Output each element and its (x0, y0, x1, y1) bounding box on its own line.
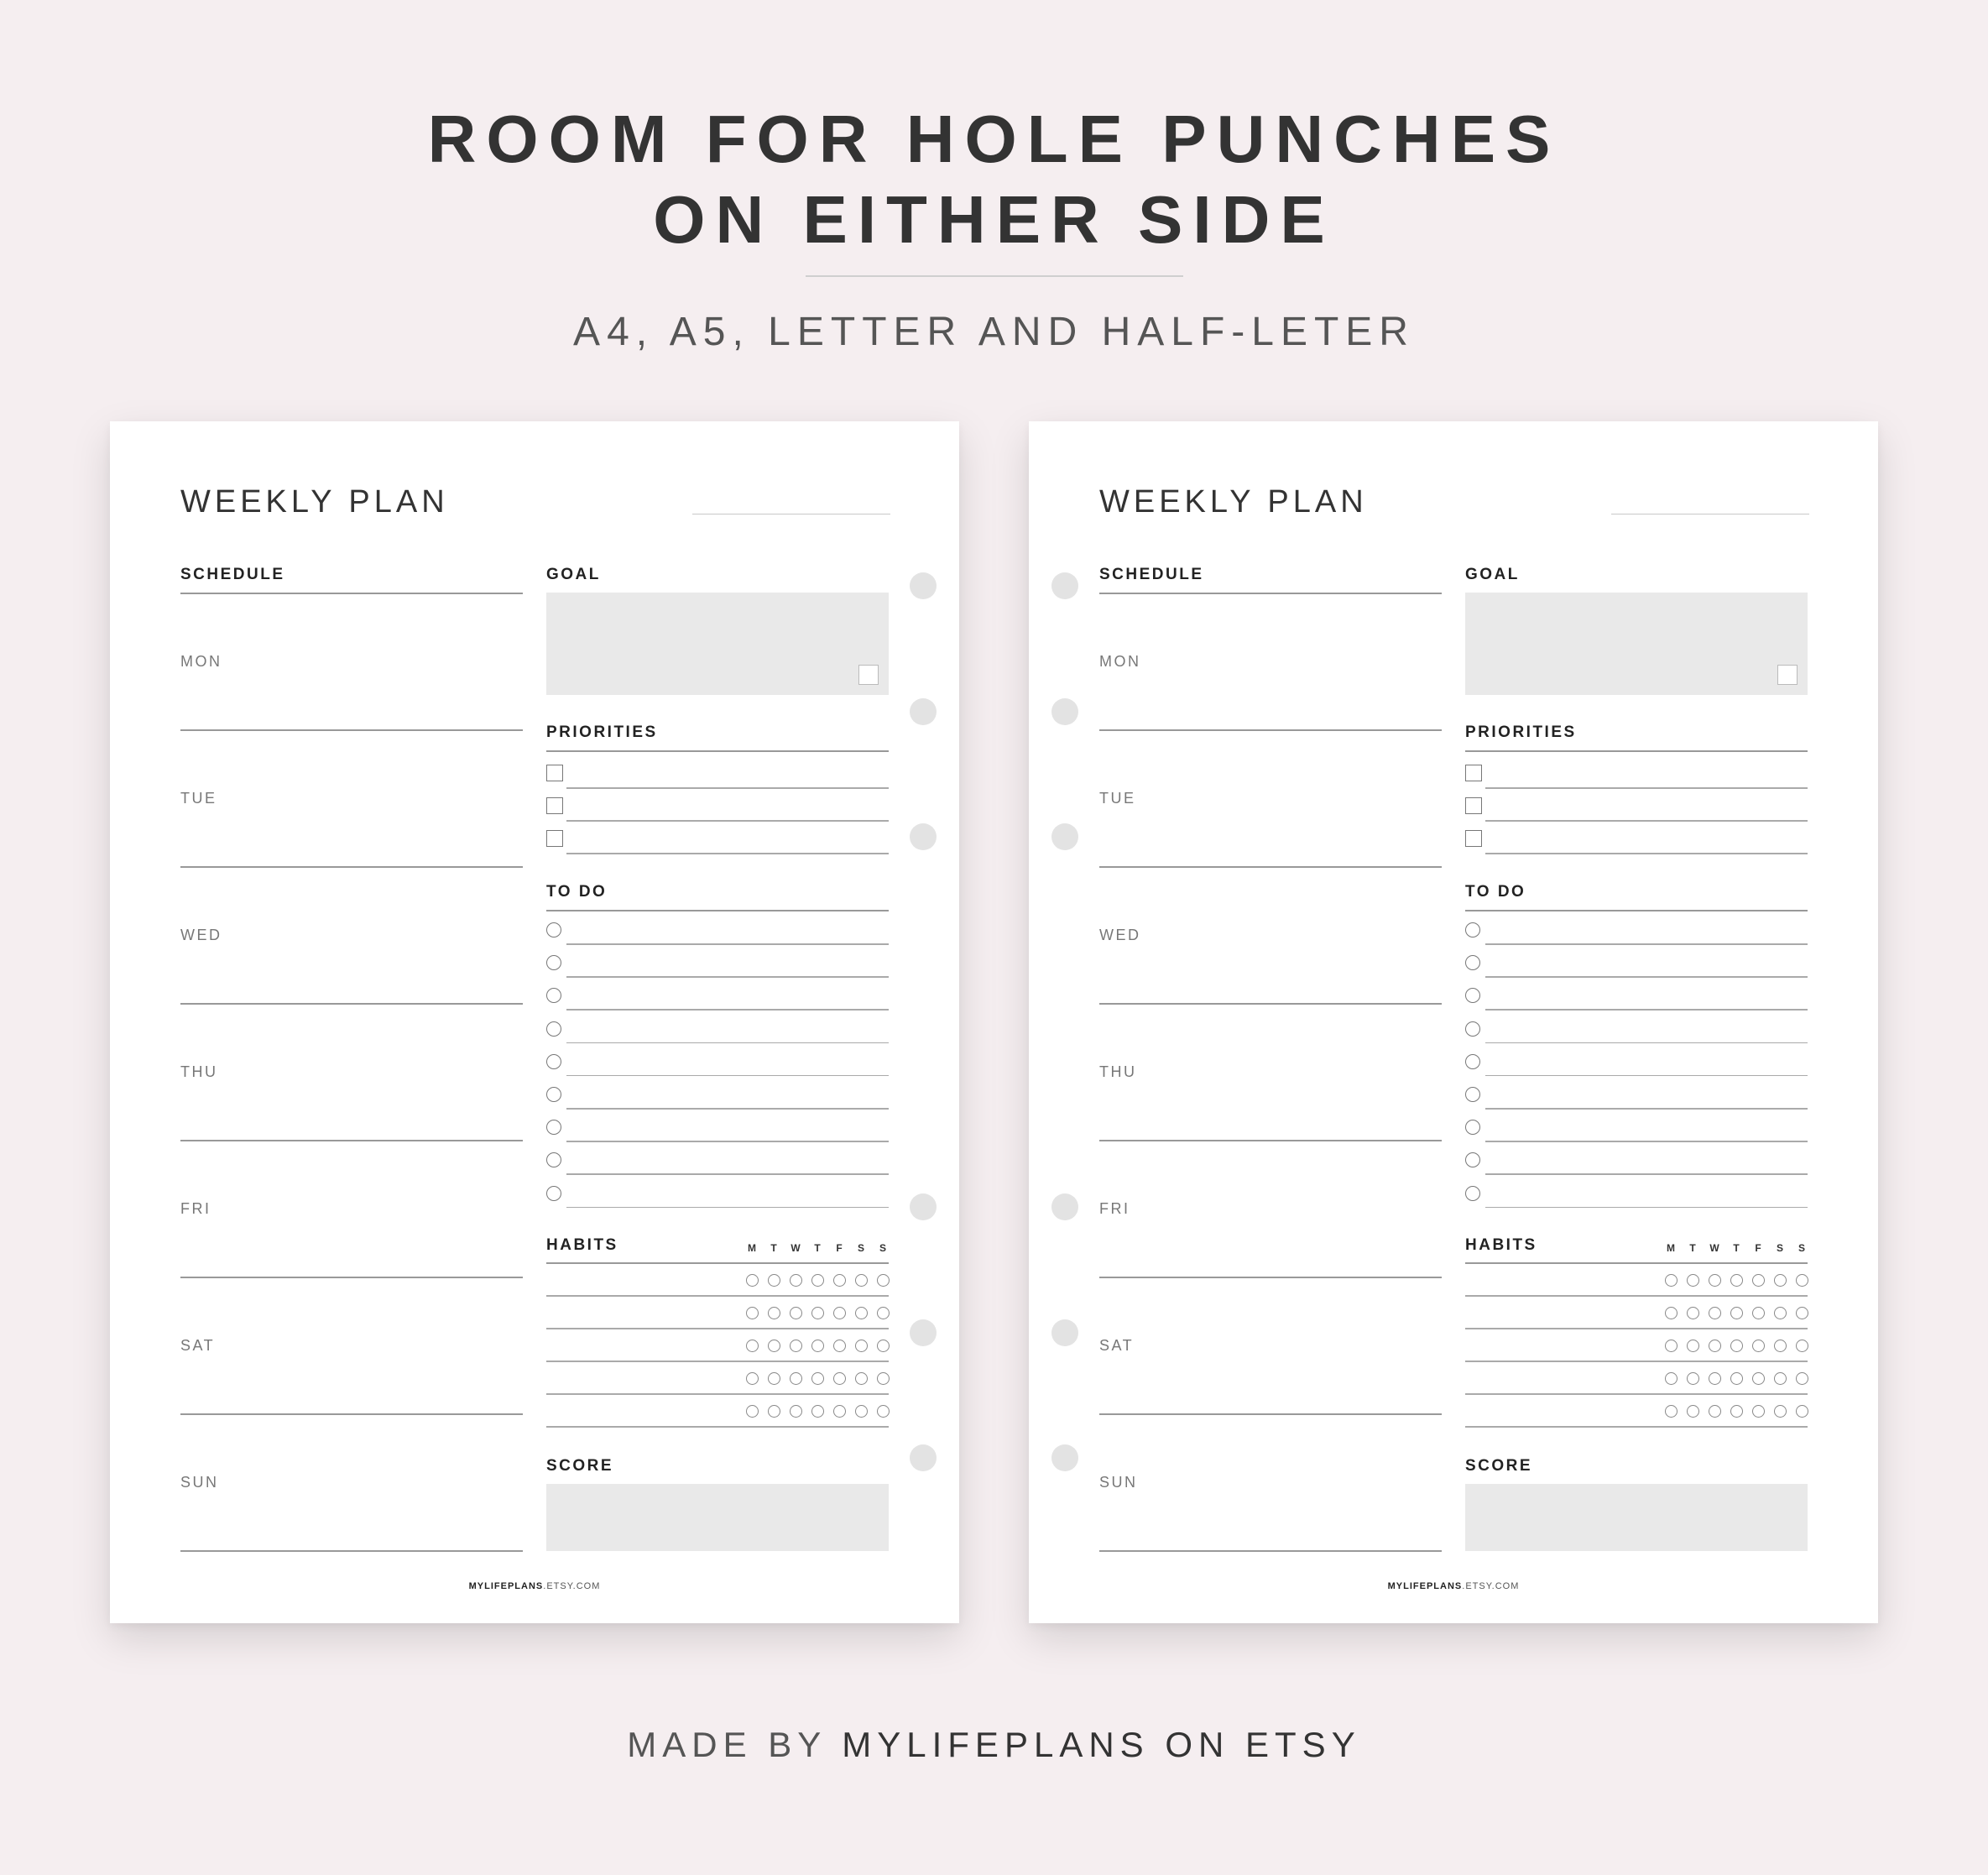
habit-circle (790, 1340, 802, 1352)
priority-checkbox (546, 797, 563, 814)
todo-circle (1465, 988, 1480, 1003)
habit-circle (877, 1372, 890, 1385)
habit-line (546, 1295, 889, 1297)
habit-circle (1665, 1372, 1678, 1385)
todo-line (1485, 943, 1808, 945)
priorities-rule (546, 750, 889, 752)
habit-circle (1730, 1340, 1743, 1352)
habits-rule (546, 1262, 889, 1264)
site-credit-bold: MYLIFEPLANS (468, 1581, 544, 1591)
habit-circle (855, 1372, 868, 1385)
habit-circle (1730, 1372, 1743, 1385)
habit-circle (1709, 1405, 1721, 1418)
headline (0, 99, 1988, 260)
priority-line (1485, 853, 1808, 854)
todo-circle (1465, 1087, 1480, 1102)
habit-circle (1774, 1307, 1787, 1319)
day-line-sun (1099, 1550, 1442, 1552)
day-line-tue (1099, 866, 1442, 868)
planner-page-left (110, 421, 959, 1623)
habit-circle (855, 1307, 868, 1319)
todo-circle (546, 922, 561, 938)
habit-day-5: S (1776, 1242, 1783, 1254)
todo-line (1485, 1042, 1808, 1044)
habit-circle (1687, 1372, 1699, 1385)
todo-line (1485, 1009, 1808, 1011)
todo-circle (1465, 922, 1480, 938)
footer-prefix: MADE BY (627, 1725, 827, 1764)
habit-day-4: F (1755, 1242, 1761, 1254)
priority-checkbox (546, 765, 563, 781)
day-line-thu (1099, 1140, 1442, 1141)
day-line-fri (1099, 1277, 1442, 1278)
schedule-rule (180, 593, 523, 594)
habit-circle (1774, 1274, 1787, 1287)
hole-punch-marker (1051, 1444, 1078, 1471)
habit-circle (790, 1405, 802, 1418)
habit-circle (855, 1405, 868, 1418)
habit-circle (1796, 1274, 1808, 1287)
day-label-thu: THU (180, 1063, 218, 1080)
todo-circle (1465, 1021, 1480, 1037)
day-line-sun (180, 1550, 523, 1552)
todo-circle (546, 1120, 561, 1135)
habit-circle (833, 1307, 846, 1319)
habit-line (546, 1393, 889, 1395)
habit-circle (811, 1307, 824, 1319)
hole-punch-marker (910, 1444, 937, 1471)
priority-line (1485, 787, 1808, 789)
todo-rule (546, 910, 889, 911)
page-title: WEEKLY PLAN (180, 484, 449, 520)
day-label-sun: SUN (1099, 1474, 1138, 1491)
habit-circle (1687, 1274, 1699, 1287)
habit-circle (877, 1405, 890, 1418)
todo-line (566, 1108, 889, 1110)
habit-line (1465, 1361, 1808, 1362)
todo-line (566, 1141, 889, 1142)
habit-day-0: M (748, 1242, 756, 1254)
score-box (546, 1484, 889, 1551)
page-title: WEEKLY PLAN (1099, 484, 1368, 520)
day-label-fri: FRI (1099, 1200, 1130, 1217)
habit-circle (1752, 1372, 1765, 1385)
habit-line (1465, 1295, 1808, 1297)
hole-punch-marker (1051, 1193, 1078, 1220)
todo-circle (1465, 955, 1480, 970)
habit-circle (790, 1307, 802, 1319)
subheadline: A4, A5, LETTER AND HALF-LETER (573, 310, 1415, 354)
hole-punch-marker (910, 823, 937, 850)
habit-circle (746, 1274, 759, 1287)
priorities-heading: PRIORITIES (546, 723, 658, 741)
habit-circle (1709, 1307, 1721, 1319)
habit-circle (1796, 1405, 1808, 1418)
site-credit-bold: MYLIFEPLANS (1387, 1581, 1463, 1591)
todo-circle (546, 955, 561, 970)
hole-punch-marker (910, 698, 937, 725)
habit-circle (1796, 1372, 1808, 1385)
headline-line-2: ON EITHER SIDE (653, 182, 1335, 257)
priority-checkbox (1465, 765, 1482, 781)
habit-day-1: T (1689, 1242, 1696, 1254)
habit-circle (833, 1405, 846, 1418)
todo-line (1485, 1207, 1808, 1209)
goal-heading: GOAL (1465, 566, 1520, 583)
todo-line (1485, 1075, 1808, 1077)
todo-line (1485, 976, 1808, 978)
site-credit-rest: .ETSY.COM (543, 1581, 601, 1591)
priorities-rule (1465, 750, 1808, 752)
todo-line (566, 1207, 889, 1209)
todo-line (1485, 1141, 1808, 1142)
habit-day-6: S (1798, 1242, 1805, 1254)
todo-line (1485, 1108, 1808, 1110)
habit-circle (1709, 1274, 1721, 1287)
habits-heading: HABITS (1465, 1236, 1537, 1254)
todo-circle (546, 1021, 561, 1037)
habits-rule (1465, 1262, 1808, 1264)
habit-line (546, 1328, 889, 1329)
priority-line (1485, 820, 1808, 822)
habit-day-3: T (1733, 1242, 1740, 1254)
habits-heading: HABITS (546, 1236, 618, 1254)
habit-day-2: W (791, 1242, 801, 1254)
day-label-sat: SAT (180, 1337, 216, 1354)
todo-rule (1465, 910, 1808, 911)
day-line-wed (180, 1003, 523, 1005)
habit-circle (833, 1340, 846, 1352)
habit-circle (1687, 1405, 1699, 1418)
hole-punch-marker (910, 1319, 937, 1346)
score-heading: SCORE (546, 1457, 614, 1475)
hole-punch-marker (910, 1193, 937, 1220)
day-label-fri: FRI (180, 1200, 211, 1217)
goal-checkbox (1777, 665, 1798, 685)
habit-circle (746, 1372, 759, 1385)
habit-circle (811, 1274, 824, 1287)
habit-circle (768, 1372, 780, 1385)
day-line-wed (1099, 1003, 1442, 1005)
habit-day-3: T (814, 1242, 821, 1254)
day-line-tue (180, 866, 523, 868)
goal-box (546, 593, 889, 695)
todo-circle (1465, 1186, 1480, 1201)
hole-punch-marker (1051, 823, 1078, 850)
priorities-heading: PRIORITIES (1465, 723, 1577, 741)
day-line-sat (180, 1413, 523, 1415)
todo-line (566, 943, 889, 945)
day-line-thu (180, 1140, 523, 1141)
habit-circle (855, 1340, 868, 1352)
goal-box (1465, 593, 1808, 695)
day-line-fri (180, 1277, 523, 1278)
day-label-tue: TUE (180, 790, 217, 807)
todo-circle (546, 1186, 561, 1201)
todo-heading: TO DO (546, 883, 608, 901)
habit-circle (1774, 1340, 1787, 1352)
headline-divider (806, 275, 1183, 277)
habit-circle (1796, 1307, 1808, 1319)
planner-page-right (1029, 421, 1878, 1623)
day-label-thu: THU (1099, 1063, 1137, 1080)
habit-line (546, 1426, 889, 1428)
headline-line-1: ROOM FOR HOLE PUNCHES (427, 102, 1561, 176)
habit-day-1: T (770, 1242, 777, 1254)
day-label-sat: SAT (1099, 1337, 1135, 1354)
habit-circle (1752, 1307, 1765, 1319)
day-line-sat (1099, 1413, 1442, 1415)
todo-circle (546, 1152, 561, 1167)
schedule-heading: SCHEDULE (180, 566, 285, 583)
habit-day-4: F (836, 1242, 843, 1254)
habit-circle (811, 1372, 824, 1385)
habit-circle (1774, 1405, 1787, 1418)
habit-circle (1665, 1307, 1678, 1319)
habit-circle (1752, 1274, 1765, 1287)
score-box (1465, 1484, 1808, 1551)
day-label-mon: MON (1099, 653, 1141, 670)
todo-line (566, 976, 889, 978)
habit-circle (811, 1340, 824, 1352)
habit-circle (1665, 1405, 1678, 1418)
habit-circle (1774, 1372, 1787, 1385)
todo-circle (546, 1087, 561, 1102)
priority-line (566, 853, 889, 854)
habit-circle (1665, 1340, 1678, 1352)
day-line-mon (1099, 729, 1442, 731)
goal-checkbox (858, 665, 879, 685)
todo-line (566, 1075, 889, 1077)
todo-line (566, 1173, 889, 1175)
day-label-tue: TUE (1099, 790, 1136, 807)
habit-circle (811, 1405, 824, 1418)
habit-day-6: S (879, 1242, 886, 1254)
habit-circle (1752, 1405, 1765, 1418)
habit-line (1465, 1393, 1808, 1395)
hole-punch-marker (1051, 1319, 1078, 1346)
todo-line (566, 1009, 889, 1011)
habit-circle (833, 1372, 846, 1385)
hole-punch-marker (910, 572, 937, 599)
schedule-heading: SCHEDULE (1099, 566, 1204, 583)
goal-heading: GOAL (546, 566, 601, 583)
habit-circle (1730, 1274, 1743, 1287)
site-credit-rest: .ETSY.COM (1462, 1581, 1520, 1591)
footer-brand: MYLIFEPLANS ON ETSY (842, 1725, 1361, 1764)
todo-line (1485, 1173, 1808, 1175)
habit-circle (1709, 1372, 1721, 1385)
habit-line (546, 1361, 889, 1362)
habit-circle (768, 1274, 780, 1287)
todo-circle (1465, 1152, 1480, 1167)
habit-day-2: W (1709, 1242, 1719, 1254)
habit-circle (790, 1372, 802, 1385)
habit-line (1465, 1426, 1808, 1428)
habit-circle (746, 1405, 759, 1418)
habit-circle (790, 1274, 802, 1287)
habit-circle (1730, 1405, 1743, 1418)
page-site-credit (1029, 1581, 1878, 1591)
priority-checkbox (1465, 797, 1482, 814)
habit-circle (768, 1307, 780, 1319)
todo-circle (546, 1054, 561, 1069)
habit-circle (1730, 1307, 1743, 1319)
score-heading: SCORE (1465, 1457, 1533, 1475)
habit-circle (1796, 1340, 1808, 1352)
habit-circle (1709, 1340, 1721, 1352)
schedule-rule (1099, 593, 1442, 594)
habit-circle (833, 1274, 846, 1287)
hole-punch-marker (1051, 698, 1078, 725)
habit-circle (1665, 1274, 1678, 1287)
priority-line (566, 820, 889, 822)
habit-circle (746, 1340, 759, 1352)
priority-checkbox (1465, 830, 1482, 847)
habit-circle (877, 1340, 890, 1352)
habit-day-0: M (1667, 1242, 1675, 1254)
habit-day-5: S (857, 1242, 864, 1254)
footer-credit (0, 1725, 1988, 1765)
habit-circle (1687, 1307, 1699, 1319)
priority-line (566, 787, 889, 789)
todo-circle (546, 988, 561, 1003)
day-label-wed: WED (180, 927, 222, 943)
habit-circle (877, 1274, 890, 1287)
day-label-wed: WED (1099, 927, 1141, 943)
day-label-mon: MON (180, 653, 222, 670)
page-site-credit (110, 1581, 959, 1591)
todo-line (566, 1042, 889, 1044)
priority-checkbox (546, 830, 563, 847)
habit-circle (1752, 1340, 1765, 1352)
hole-punch-marker (1051, 572, 1078, 599)
habit-circle (768, 1340, 780, 1352)
habit-circle (855, 1274, 868, 1287)
habit-circle (877, 1307, 890, 1319)
todo-circle (1465, 1054, 1480, 1069)
habit-circle (746, 1307, 759, 1319)
habit-circle (1687, 1340, 1699, 1352)
todo-heading: TO DO (1465, 883, 1526, 901)
day-label-sun: SUN (180, 1474, 219, 1491)
habit-circle (768, 1405, 780, 1418)
todo-circle (1465, 1120, 1480, 1135)
habit-line (1465, 1328, 1808, 1329)
day-line-mon (180, 729, 523, 731)
